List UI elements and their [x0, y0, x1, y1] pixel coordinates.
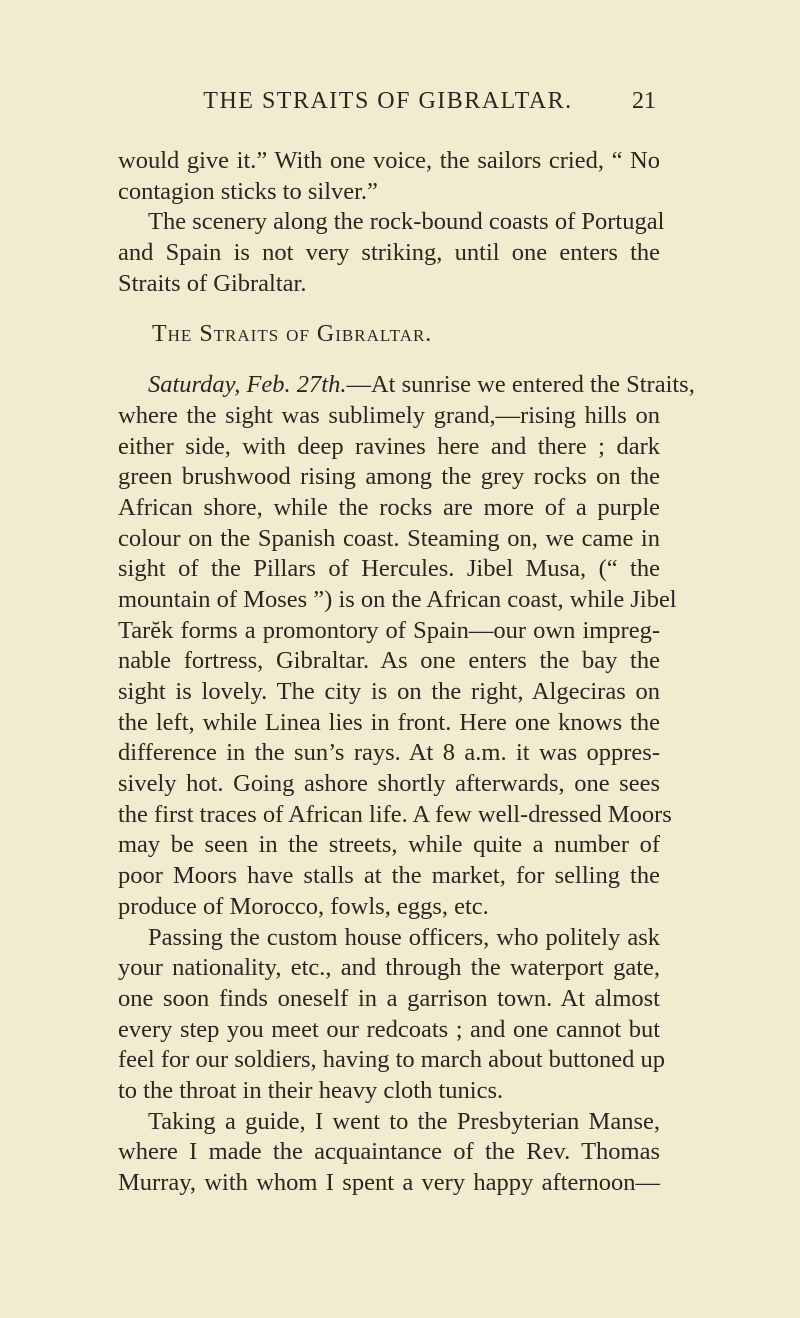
text-line: Tarĕk forms a promontory of Spain—our own impreg- [118, 616, 660, 644]
text-line: mountain of Moses ”) is on the African coast, while Jibel [118, 585, 677, 613]
text-line: may be seen in the streets, while quite a number of [118, 831, 660, 859]
text-line: difference in the sun’s rays. At 8 a.m. it was oppres- [118, 739, 660, 767]
running-title: THE STRAITS OF GIBRALTAR. [203, 88, 573, 114]
text-line: nable fortress, Gibraltar. As one enters the bay the [118, 647, 660, 675]
text-line: and Spain is not very striking, until one enters the [118, 239, 660, 267]
text-line: colour on the Spanish coast. Steaming on, we came in [118, 524, 660, 552]
text-line: sight is lovely. The city is on the right, Algeciras on [118, 678, 660, 705]
text-line: sight of the Pillars of Hercules. Jibel Musa, (“ the [118, 555, 660, 583]
text-line: one soon finds oneself in a garrison town. At almost [118, 984, 660, 1012]
text-line: where the sight was sublimely grand,—rising hills on [118, 401, 660, 429]
text-line: feel for our soldiers, having to march about buttoned up [118, 1046, 666, 1074]
text-line: green brushwood rising among the grey rocks on the [118, 463, 660, 491]
text-line: to the throat in their heavy cloth tunics. [118, 1076, 504, 1104]
text-line: sively hot. Going ashore shortly afterwards, one sees [118, 770, 660, 798]
text-line: every step you meet our redcoats ; and one cannot but [118, 1015, 660, 1043]
text-line: the left, while Linea lies in front. Here one knows the [118, 708, 660, 736]
section-heading: The Straits of Gibraltar. [152, 321, 433, 348]
text-line: would give it.” With one voice, the sailors cried, “ No [118, 147, 660, 174]
text-line: Murray, with whom I spent a very happy afternoon— [118, 1169, 660, 1196]
page-number: 21 [632, 88, 656, 114]
text-line: the first traces of African life. A few well-dressed Moors [118, 800, 672, 828]
text-line: poor Moors have stalls at the market, for selling the [118, 862, 660, 890]
text-line: Passing the custom house officers, who politely ask [148, 923, 660, 951]
text-line: either side, with deep ravines here and there ; dark [118, 432, 660, 460]
body-text [118, 146, 695, 1199]
date-line [118, 370, 695, 401]
text-line: African shore, while the rocks are more of a purple [118, 493, 660, 521]
text-line: The scenery along the rock-bound coasts of Portugal [148, 208, 665, 236]
date-line-italic: Saturday, Feb. 27th. [148, 371, 347, 399]
date-line-rest: —At sunrise we entered the Straits, [346, 371, 695, 399]
text-line: produce of Morocco, fowls, eggs, etc. [118, 892, 489, 920]
text-line: Straits of Gibraltar. [118, 269, 307, 297]
text-line: your nationality, etc., and through the waterport gate, [118, 954, 660, 982]
text-line: where I made the acquaintance of the Rev. Thomas [118, 1138, 660, 1166]
running-head [120, 88, 656, 118]
text-line: Taking a guide, I went to the Presbyterian Manse, [148, 1107, 660, 1135]
text-line: contagion sticks to silver.” [118, 177, 378, 205]
